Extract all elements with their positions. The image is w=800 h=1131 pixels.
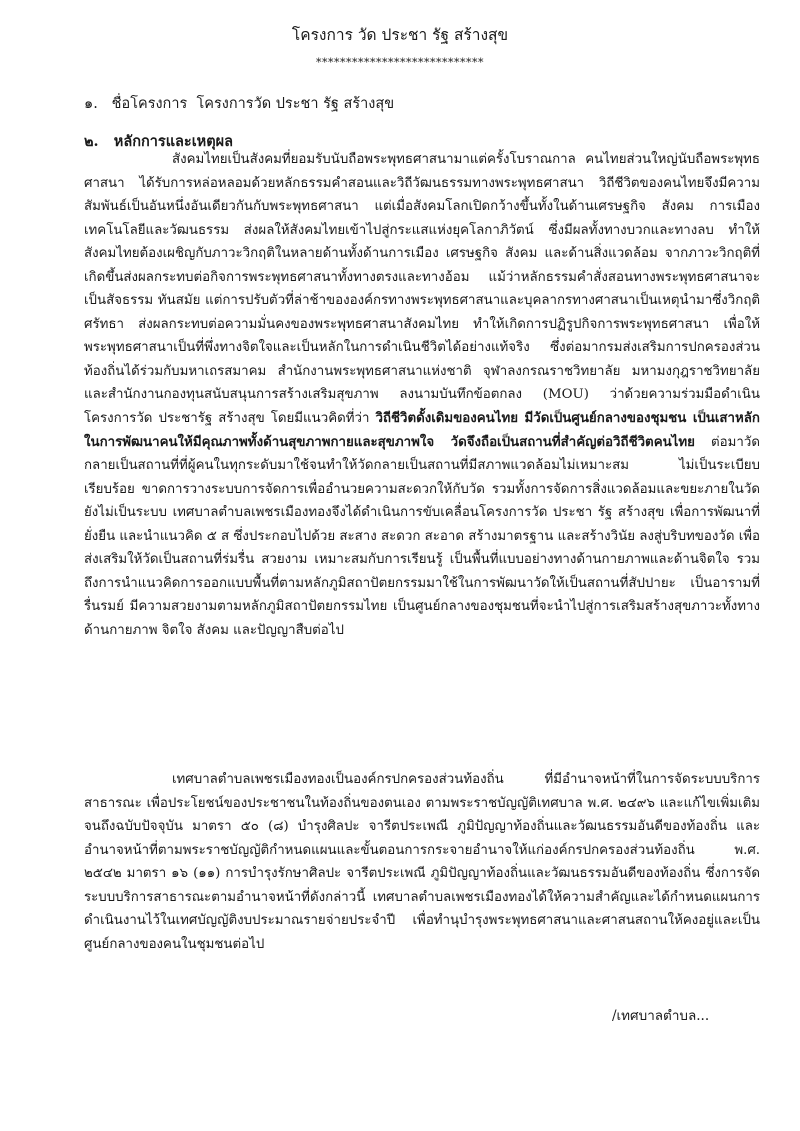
paragraph-1-bold-concept: วิถีชีวิตดั้งเดิมของคนไทย มีวัดเป็นศูนย์กลางของชุมชน เป็นเสาหลักในการพัฒนาคนให้มีคุณภาพทั้งด้านสุขภาพกายและสุขภาพใจ วัดจึงถือเป็นสถานที่สำคัญต่อวิถีชีวิตคนไทย — [84, 411, 760, 450]
section-2-number: ๒. — [84, 133, 99, 150]
section-1-value: โครงการวัด ประชา รัฐ สร้างสุข — [196, 96, 395, 112]
title-separator: **************************** — [316, 56, 484, 69]
section-1-heading — [84, 92, 394, 115]
rationale-paragraph-1 — [84, 148, 760, 642]
section-1-number: ๑. — [84, 96, 98, 112]
paragraph-1-text-a: สังคมไทยเป็นสังคมที่ยอมรับนับถือพระพุทธศาสนามาแต่ครั้งโบราณกาล คนไทยส่วนใหญ่นับถือพระพุทธศาสนา ได้รับการหล่อหลอมด้วยหลักธรรมคำสอนและวิถีวัฒนธรรมทางพระพุทธศาสนา วิถีชีวิตของคนไทยจึงมีความสัมพันธ์เป็นอันหนึ่งอันเดียวกันกับพระพุทธศาสนา แต่เมื่อสังคมโลกเปิดกว้างขึ้นทั้งในด้านเศรษฐกิจ สังคม การเมือง เทคโนโลยีและวัฒนธรรม ส่งผลให้สังคมไทยเข้าไปสู่กระแสแห่งยุคโลกาภิวัตน์ ซึ่งมีผลทั้งทางบวกและทางลบ ทำให้สังคมไทยต้องเผชิญกับภาวะวิกฤติในหลายด้านทั้งด้านการเมือง เศรษฐกิจ สังคม และด้านสิ่งแวดล้อม จากภาวะวิกฤติที่เกิดขึ้นส่งผลกระทบต่อกิจการพระพุทธศาสนาทั้งทางตรงและทางอ้อม แม้ว่าหลักธรรมคำสั่งสอนทางพระพุทธศาสนาจะเป็นสัจธรรม ทันสมัย แต่การปรับตัวที่ล่าช้าขององค์กรทางพระพุทธศาสนาและบุคลากรทางศาสนาเป็นเหตุนำมาซึ่งวิกฤติศรัทธา ส่งผลกระทบต่อความมั่นคงของพระพุทธศาสนาสังคมไทย ทำให้เกิดการปฏิรูปกิจการพระพุทธศาสนา เพื่อให้พระพุทธศาสนาเป็นที่พึ่งทางจิตใจและเป็นหลักในการดำเนินชีวิตได้อย่างแท้จริง ซึ่งต่อมากรมส่งเสริมการปกครองส่วนท้องถิ่นได้ร่วมกับมหาเถรสมาคม สำนักงานพระพุทธศาสนาแห่งชาติ จุฬาลงกรณราชวิทยาลัย มหามงกุฎราชวิทยาลัย และสำนักงานกองทุนสนับสนุนการสร้างเสริมสุขภาพ ลงนามบันทึกข้อตกลง (MOU) ว่าด้วยความร่วมมือดำเนินโครงการวัด ประชารัฐ สร้างสุข โดยมีแนวคิดที่ว่า — [84, 152, 760, 427]
section-1-label: ชื่อโครงการ — [111, 96, 188, 112]
document-title: โครงการ วัด ประชา รัฐ สร้างสุข — [291, 26, 509, 44]
section-2-label: หลักการและเหตุผล — [113, 133, 234, 150]
continuation-footer: /เทศบาลตำบล... — [612, 1008, 710, 1024]
paragraph-1-text-b: ต่อมาวัดกลายเป็นสถานที่ที่ผู้คนในทุกระดับมาใช้จนทำให้วัดกลายเป็นสถานที่มีสภาพแวดล้อมไม่เหมาะสม ไม่เป็นระเบียบ เรียบร้อย ขาดการวางระบบการจัดการเพื่ออำนวยความสะดวกให้กับวัด รวมทั้งการจัดการสิ่งแวดล้อมและขยะภายในวัดยังไม่เป็นระบบ เทศบาลตำบลเพชรเมืองทองจึงได้ดำเนินการขับเคลื่อนโครงการวัด ประชา รัฐ สร้างสุข เพื่อการพัฒนาที่ยั่งยืน และนำแนวคิด ๕ ส ซึ่งประกอบไปด้วย สะสาง สะดวก สะอาด สร้างมาตรฐาน และสร้างวินัย ลงสู่บริบทของวัด เพื่อส่งเสริมให้วัดเป็นสถานที่ร่มรื่น สวยงาม เหมาะสมกับการเรียนรู้ เป็นพื้นที่แบบอย่างทางด้านกายภาพและด้านจิตใจ รวมถึงการนำแนวคิดการออกแบบพื้นที่ตามหลักภูมิสถาปัตยกรรมมาใช้ในการพัฒนาวัดให้เป็นสถานที่สัปปายะ เป็นอารามที่รื่นรมย์ มีความสวยงามตามหลักภูมิสถาปัตยกรรมไทย เป็นศูนย์กลางของชุมชนที่จะนำไปสู่การเสริมสร้างสุขภาวะทั้งทางด้านกายภาพ จิตใจ สังคม และปัญญาสืบต่อไป — [84, 434, 760, 638]
rationale-paragraph-2: เทศบาลตำบลเพชรเมืองทองเป็นองค์กรปกครองส่วนท้องถิ่น ที่มีอำนาจหน้าที่ในการจัดระบบบริการสาธารณะ เพื่อประโยชน์ของประชาชนในท้องถิ่นของตนเอง ตามพระราชบัญญัติเทศบาล พ.ศ. ๒๔๙๖ และแก้ไขเพิ่มเติมจนถึงฉบับปัจจุบัน มาตรา ๕๐ (๘) บำรุงศิลปะ จารีตประเพณี ภูมิปัญญาท้องถิ่นและวัฒนธรรมอันดีของท้องถิ่น และอำนาจหน้าที่ตามพระราชบัญญัติกำหนดแผนและขั้นตอนการกระจายอำนาจให้แก่องค์กรปกครองส่วนท้องถิ่น พ.ศ. ๒๕๔๒ มาตรา ๑๖ (๑๑) การบำรุงรักษาศิลปะ จารีตประเพณี ภูมิปัญญาท้องถิ่นและวัฒนธรรมอันดีของท้องถิ่น ซึ่งการจัดระบบบริการสาธารณะตามอำนาจหน้าที่ดังกล่าวนี้ เทศบาลตำบลเพชรเมืองทองได้ให้ความสำคัญและได้กำหนดแผนการดำเนินงานไว้ในเทศบัญญัติงบประมาณรายจ่ายประจำปี เพื่อทำนุบำรุงพระพุทธศาสนาและศาสนสถานให้คงอยู่และเป็นศูนย์กลางของคนในชุมชนต่อไป — [84, 772, 760, 952]
